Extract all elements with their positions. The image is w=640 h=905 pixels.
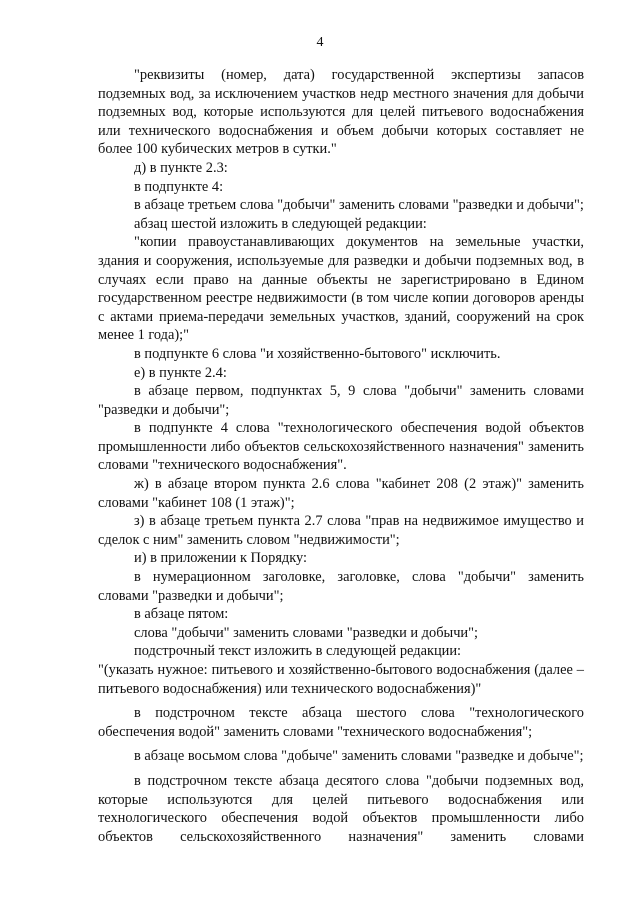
paragraph-item-e: е) в пункте 2.4: <box>134 364 227 381</box>
paragraph-abzac-third: в абзаце третьем слова "добычи" заменить словами "разведки и добычи"; <box>134 197 584 214</box>
paragraph-numbering-heading: в нумерационном заголовке, заголовке, слова "добычи" заменить словами "разведки и добычи"; <box>98 569 584 604</box>
paragraph-item-zh: ж) в абзаце втором пункта 2.6 слова "кабинет 208 (2 этаж)" заменить словами "кабинет 108 (1 этаж)"; <box>98 476 584 511</box>
paragraph-subitem-4: в подпункте 4: <box>134 178 224 195</box>
paragraph-words-replace: слова "добычи" заменить словами "разведки и добычи"; <box>134 624 479 641</box>
paragraph-abzac-fifth: в абзаце пятом: <box>134 606 229 623</box>
paragraph-abzac-sixth: абзац шестой изложить в следующей редакции: <box>134 215 427 232</box>
paragraph-item-d: д) в пункте 2.3: <box>134 159 228 176</box>
paragraph-item-i: и) в приложении к Порядку: <box>134 550 308 567</box>
paragraph-quote-specify: "(указать нужное: питьевого и хозяйственно-бытового водоснабжения (далее – питьевого водоснабжения) или технического водоснабжения)" <box>98 662 584 697</box>
paragraph-subitem-6: в подпункте 6 слова "и хозяйственно-бытового" исключить. <box>134 345 501 362</box>
paragraph-abzac-eighth: в абзаце восьмом слова "добыче" заменить словами "разведке и добыче"; <box>134 748 584 765</box>
paragraph-abzac-sixth-subscript: в подстрочном тексте абзаца шестого слова "технологического обеспечения водой" заменить словами "технического водоснабжения"; <box>98 705 584 740</box>
paragraph-quote-requisites: "реквизиты (номер, дата) государственной экспертизы запасов подземных вод, за исключением участков недр местного значения для добычи подземных вод, которые используются для целей питьевого водоснабжения или технического водоснабжения и объем добычи которых составляет не более 100 кубических метров в сутки." <box>98 67 584 158</box>
paragraph-item-z: з) в абзаце третьем пункта 2.7 слова "прав на недвижимое имущество и сделок с ним" заменить словом "недвижимости"; <box>98 513 584 548</box>
page-number: 4 <box>316 35 324 50</box>
paragraph-subitem-4-words: в подпункте 4 слова "технологического обеспечения водой объектов промышленности либо объектов сельскохозяйственного назначения" заменить словами "технического водоснабжения". <box>98 420 584 474</box>
paragraph-subscript-text: подстрочный текст изложить в следующей редакции: <box>134 643 462 660</box>
paragraph-quote-documents: "копии правоустанавливающих документов на земельные участки, здания и сооружения, используемые для разведки и добычи подземных вод, в случаях если право на данные объекты не зарегистрировано в Едином государственном реестре недвижимости (в том числе копии договоров аренды с актами приема-передачи земельных участков, зданий, сооружений на срок менее 1 года);" <box>98 234 584 344</box>
paragraph-abzac-first: в абзаце первом, подпунктах 5, 9 слова "добычи" заменить словами "разведки и добычи"; <box>98 383 584 418</box>
document-body <box>98 66 584 846</box>
paragraph-abzac-tenth-subscript: в подстрочном тексте абзаца десятого слова "добычи подземных вод, которые используются для целей питьевого водоснабжения или технологического обеспечения водой объектов промышленности либо объектов сельскохозяйственного назначения" заменить словами <box>98 772 584 845</box>
